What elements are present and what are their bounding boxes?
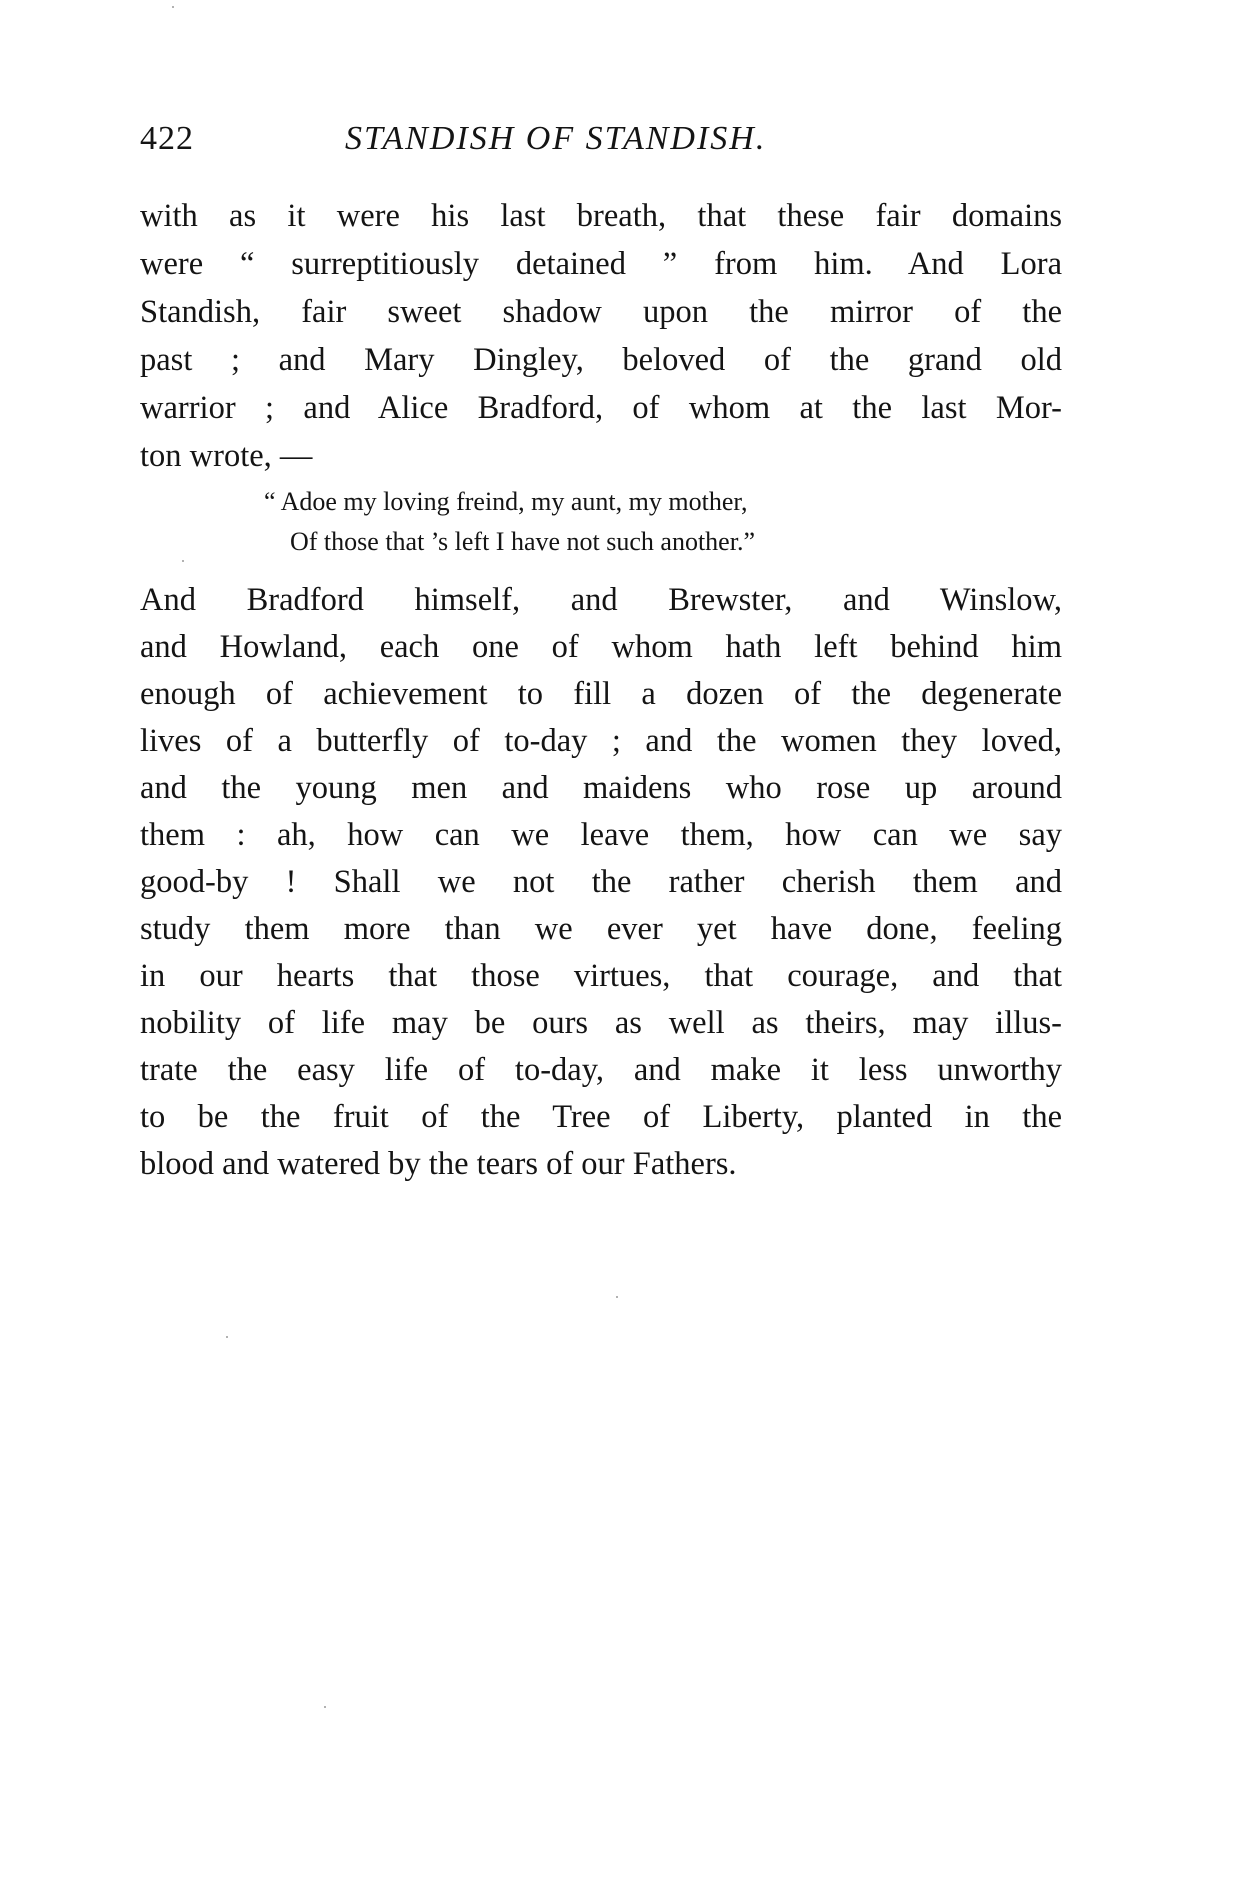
text-line: them : ah, how can we leave them, how can we say [140,817,1062,853]
text-line: study them more than we ever yet have done, feeling [140,911,1062,947]
page-header [140,112,1060,162]
text-line: good-by ! Shall we not the rather cherish them and [140,864,1062,900]
running-title: STANDISH OF STANDISH. [345,120,767,157]
text-line: trate the easy life of to-day, and make it less unworthy [140,1052,1062,1088]
text-line: ton wrote, — [140,438,313,474]
text-line: to be the fruit of the Tree of Liberty, planted in the [140,1099,1062,1135]
text-line: lives of a butterfly of to-day ; and the women they loved, [140,723,1062,759]
text-line: past ; and Mary Dingley, beloved of the grand old [140,342,1062,378]
text-line: And Bradford himself, and Brewster, and Winslow, [140,582,1062,618]
text-line: blood and watered by the tears of our Fathers. [140,1146,737,1182]
text-line: were “ surreptitiously detained ” from him. And Lora [140,246,1062,282]
text-line: in our hearts that those virtues, that courage, and that [140,958,1062,994]
text-line: with as it were his last breath, that these fair domains [140,198,1062,234]
scan-speck [226,1336,228,1338]
text-line: Standish, fair sweet shadow upon the mirror of the [140,294,1062,330]
text-line: and the young men and maidens who rose up around [140,770,1062,806]
verse-line: Of those that ’s left I have not such another.” [290,527,755,556]
text-line: nobility of life may be ours as well as theirs, may illus- [140,1005,1062,1041]
scan-speck [182,560,184,562]
scan-speck [616,1296,618,1298]
verse-line: “ Adoe my loving freind, my aunt, my mother, [264,487,748,516]
scan-speck [324,1706,326,1708]
text-line: warrior ; and Alice Bradford, of whom at the last Mor- [140,390,1062,426]
text-line: enough of achievement to fill a dozen of the degenerate [140,676,1062,712]
page-number: 422 [140,120,194,157]
scan-speck [172,6,174,8]
text-line: and Howland, each one of whom hath left behind him [140,629,1062,665]
